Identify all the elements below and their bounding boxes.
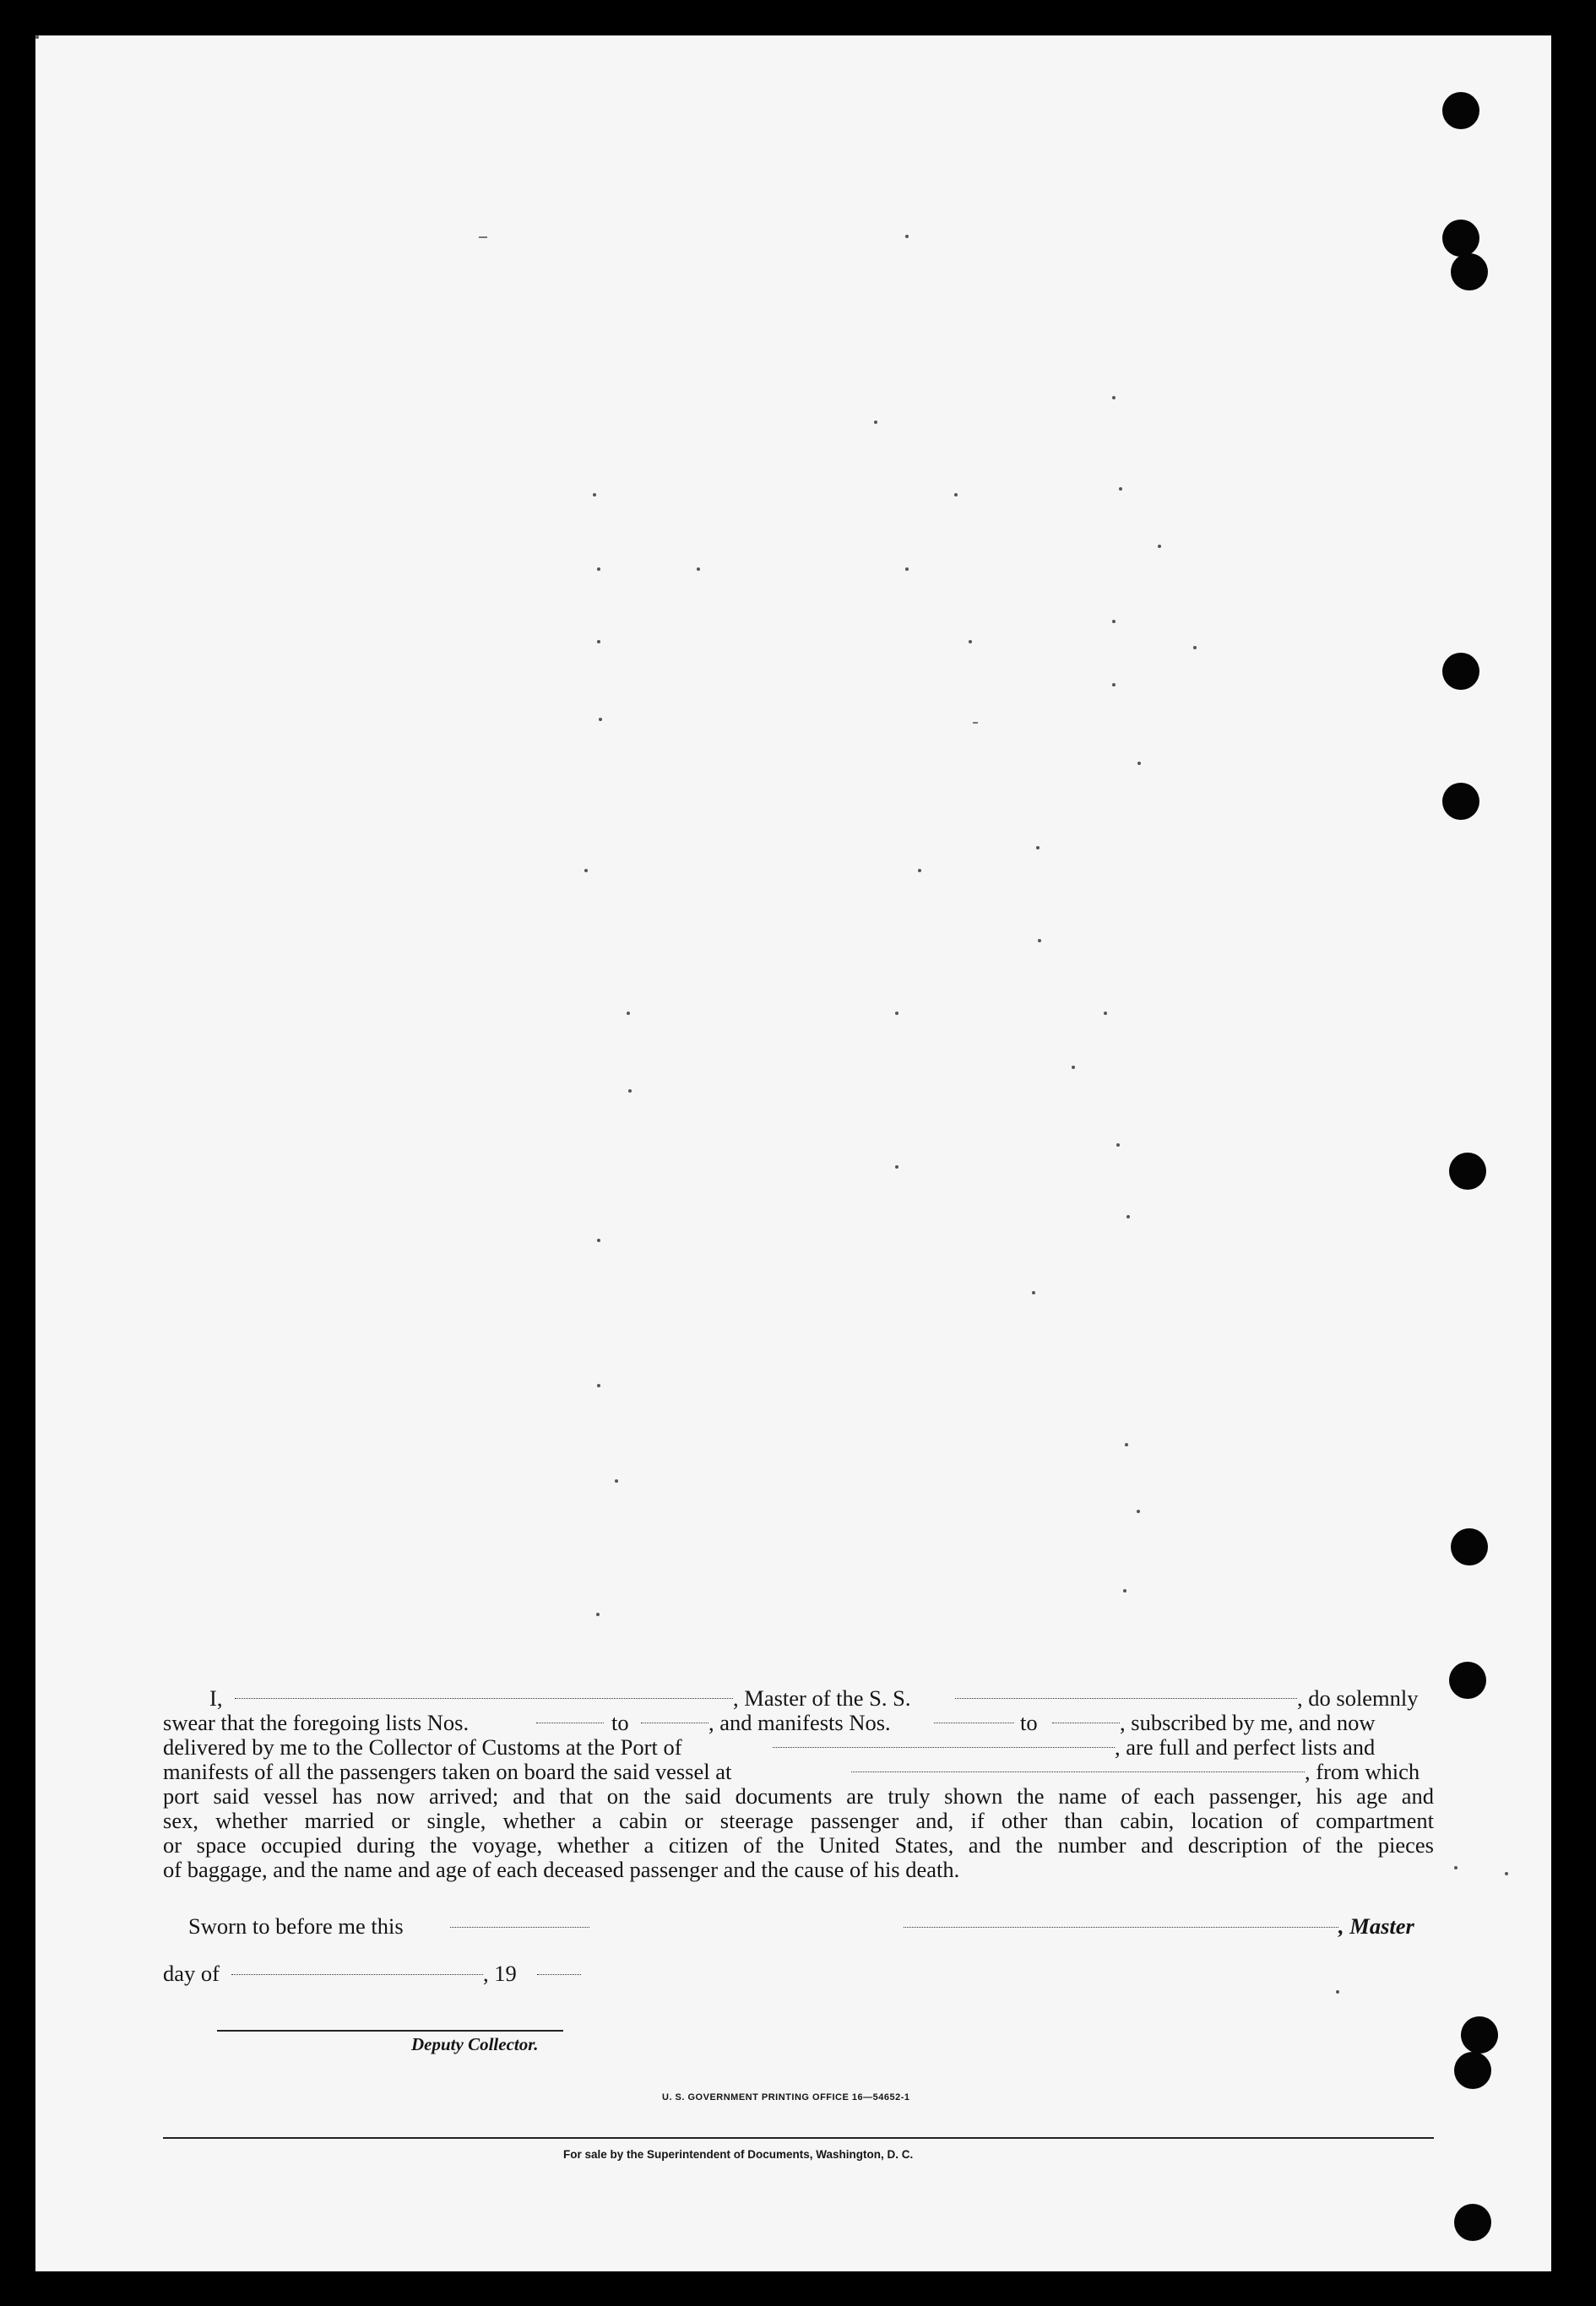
subscribed-label: , subscribed by me, and now — [1120, 1710, 1376, 1735]
oath-line-2 — [163, 1711, 1434, 1735]
lists-to-label: to — [611, 1710, 629, 1735]
punch-hole-4 — [1442, 653, 1479, 690]
day-of-label: day of — [163, 1961, 220, 1986]
year-prefix: , 19 — [483, 1961, 517, 1986]
sale-notice: For sale by the Superintendent of Documents, Washington, D. C. — [563, 2148, 914, 2161]
punch-hole-5 — [1442, 783, 1479, 820]
port-of-arrival-blank — [773, 1735, 1115, 1748]
punch-hole-8 — [1449, 1662, 1486, 1699]
manifests-from-blank — [934, 1711, 1014, 1723]
punch-hole-11 — [1454, 2204, 1491, 2241]
oath-line-5: port said vessel has now arrived; and that on the said documents are truly shown the name of each passenger, his age and — [163, 1783, 1434, 1809]
taken-on-board-label: manifests of all the passengers taken on board the said vessel at — [163, 1759, 732, 1784]
manifest-back-page — [35, 35, 1551, 2271]
punch-hole-7 — [1451, 1528, 1488, 1565]
master-name-blank — [235, 1686, 733, 1699]
oath-line-4 — [163, 1760, 1434, 1784]
master-of-ss-label: , Master of the S. S. — [733, 1685, 911, 1711]
manifests-to-blank — [1052, 1711, 1120, 1723]
punch-hole-3 — [1451, 253, 1488, 290]
oath-line-6: sex, whether married or single, whether a cabin or steerage passenger and, if other than cabin, location of compartment — [163, 1808, 1434, 1833]
sworn-year-blank — [537, 1962, 581, 1975]
lists-to-blank — [641, 1711, 708, 1723]
deputy-signature-line — [217, 2030, 563, 2032]
manifests-nos-label: , and manifests Nos. — [708, 1710, 891, 1735]
solemnly-label: , do solemnly — [1297, 1685, 1419, 1711]
from-which-label: , from which — [1305, 1759, 1420, 1784]
punch-hole-2 — [1442, 220, 1479, 257]
punch-hole-10 — [1454, 2052, 1491, 2089]
sworn-block — [163, 1910, 1434, 2079]
printing-office-imprint: U. S. GOVERNMENT PRINTING OFFICE 16—54652-1 — [662, 2092, 910, 2103]
ship-name-blank — [955, 1686, 1297, 1699]
lists-nos-label: swear that the foregoing lists Nos. — [163, 1710, 470, 1735]
sworn-label: Sworn to before me this — [188, 1913, 404, 1939]
collector-port-label: delivered by me to the Collector of Customs at the Port of — [163, 1734, 682, 1760]
manifests-to-label: to — [1020, 1710, 1038, 1735]
oath-line-7: or space occupied during the voyage, whether a citizen of the United States, and the number and description of the pieces — [163, 1832, 1434, 1858]
master-signature-label: , Master — [1338, 1913, 1414, 1939]
perfect-lists-label: , are full and perfect lists and — [1115, 1734, 1376, 1760]
sworn-month-blank — [231, 1962, 483, 1975]
footer-rule — [163, 2137, 1434, 2139]
lists-from-blank — [536, 1711, 604, 1723]
oath-line-8: of baggage, and the name and age of each deceased passenger and the cause of his death. — [163, 1857, 960, 1882]
sworn-date-blank — [450, 1915, 589, 1928]
port-of-departure-blank — [851, 1760, 1305, 1772]
punch-hole-9 — [1461, 2016, 1498, 2054]
oath-line-3 — [163, 1735, 1434, 1760]
master-signature-blank — [904, 1915, 1338, 1928]
oath-intro: I, — [209, 1685, 223, 1711]
deputy-collector-label: Deputy Collector. — [411, 2034, 539, 2054]
punch-hole-6 — [1449, 1153, 1486, 1190]
oath-paragraph — [163, 1686, 1434, 1882]
oath-line-1 — [163, 1686, 1434, 1711]
punch-hole-1 — [1442, 92, 1479, 129]
